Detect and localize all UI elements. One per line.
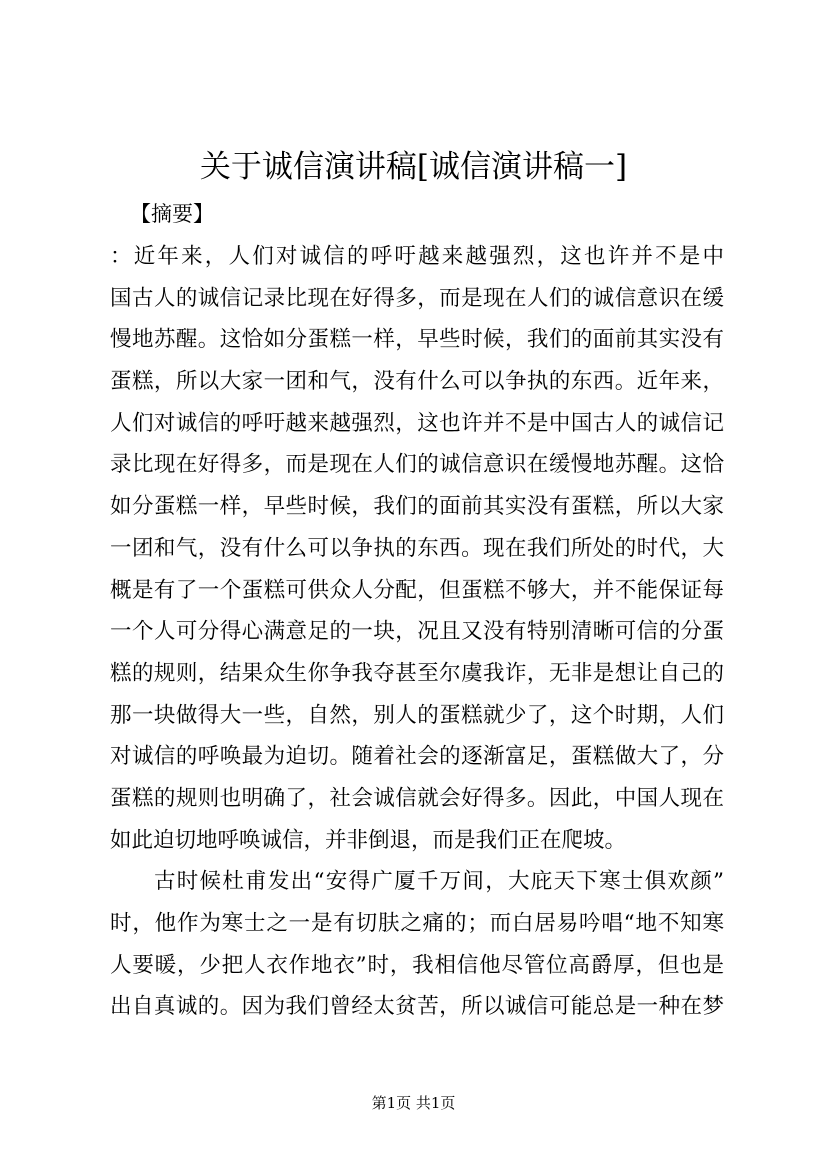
paragraph-1-line: 对诚信的呼唤最为迫切。随着社会的逐渐富足，蛋糕做大了，分: [110, 744, 724, 770]
paragraph-1-line: 如此迫切地呼唤诚信，并非倒退，而是我们正在爬坡。: [110, 827, 627, 853]
paragraph-2-line: 时，他作为寒士之一是有切肤之痛的；而白居易吟唱“地不知寒: [110, 911, 724, 936]
paragraph-2-line: 出自真诚的。因为我们曾经太贫苦，所以诚信可能总是一种在梦: [110, 994, 724, 1020]
paragraph-1-line: 国古人的诚信记录比现在好得多，而是现在人们的诚信意识在缓: [110, 285, 724, 311]
paragraph-1-line: 慢地苏醒。这恰如分蛋糕一样，早些时候，我们的面前其实没有: [110, 327, 724, 353]
paragraph-1-line: 一个人可分得心满意足的一块，况且又没有特别清晰可信的分蛋: [110, 619, 724, 645]
paragraph-1-line: 糕的规则，结果众生你争我夺甚至尔虞我诈，无非是想让自己的: [110, 660, 724, 686]
paragraph-1-line: 如分蛋糕一样，早些时候，我们的面前其实没有蛋糕，所以大家: [110, 494, 724, 520]
paragraph-1-line: 录比现在好得多，而是现在人们的诚信意识在缓慢地苏醒。这恰: [110, 452, 724, 478]
page-footer: 第1页 共1页: [371, 1094, 456, 1112]
paragraph-2-line: 人要暖，少把人衣作地衣”时，我相信他尽管位高爵厚，但也是: [110, 952, 724, 978]
paragraph-1-line: 人们对诚信的呼吁越来越强烈，这也许并不是中国古人的诚信记: [110, 410, 724, 436]
paragraph-1-line: 蛋糕，所以大家一团和气，没有什么可以争执的东西。近年来，: [110, 369, 724, 395]
paragraph-1-line: 那一块做得大一些，自然，别人的蛋糕就少了，这个时期，人们: [110, 702, 724, 728]
document-body: [110, 236, 724, 1028]
paragraph-1-line: 概是有了一个蛋糕可供众人分配，但蛋糕不够大，并不能保证每: [110, 577, 724, 603]
paragraph-1-line: 一团和气，没有什么可以争执的东西。现在我们所处的时代，大: [110, 535, 724, 561]
document-title: 关于诚信演讲稿[诚信演讲稿一]: [199, 149, 628, 185]
abstract-label: 【摘要】: [130, 202, 214, 226]
paragraph-1-line: ：近年来，人们对诚信的呼吁越来越强烈，这也许并不是中: [110, 244, 724, 269]
paragraph-1-line: 蛋糕的规则也明确了，社会诚信就会好得多。因此，中国人现在: [110, 785, 724, 811]
paragraph-2-line: 古时候杜甫发出“安得广厦千万间，大庇天下寒士俱欢颜”: [154, 869, 724, 895]
